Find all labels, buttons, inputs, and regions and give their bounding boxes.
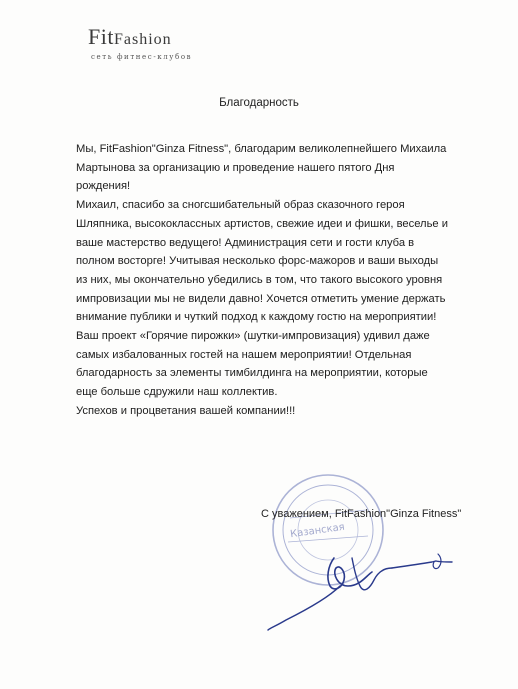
stamp-text: Казанская — [289, 521, 346, 541]
paragraph-main: Михаил, спасибо за сногсшибательный образ сказочного героя Шляпника, высококлассных артистов, свежие идеи и фишки, веселье и ваше мастерство ведущего! Администрация сети и гости клуба в полном восторге! Учитывая несколько форс-мажоров и ваши выходы из них, мы окончательно убедились в том, что такого высокого уровня импровизации мы не видели давно! Хочется отметить умение держать внимание публики и чуткий подход к каждому гостю на мероприятии! Ваш проект «Горячие пирожки» (шутки-импровизация) удивил даже самых избалованных гостей на нашем мероприятии! Отдельная благодарность за элементы тимбилдинга на мероприятии, которые еще больше сдружили наш коллектив. — [76, 199, 448, 399]
letter-closing: С уважением, FitFashion"Ginza Fitness" — [261, 508, 462, 520]
company-logo — [88, 25, 200, 61]
logo-tagline: сеть фитнес-клубов — [91, 53, 193, 61]
paragraph-intro: Мы, FitFashion"Ginza Fitness", благодарим великолепнейшего Михаила Мартынова за организацию и проведение нашего пятого Дня рождения! — [76, 143, 447, 193]
paragraph-wishes: Успехов и процветания вашей компании!!! — [76, 404, 296, 417]
letter-title: Благодарность — [219, 97, 299, 109]
letter-body — [76, 140, 496, 421]
handwritten-signature — [256, 528, 496, 638]
logo-wordmark — [88, 25, 200, 52]
logo-brand-prefix: Fit — [88, 24, 114, 49]
logo-brand-rest: Fashion — [113, 31, 172, 48]
